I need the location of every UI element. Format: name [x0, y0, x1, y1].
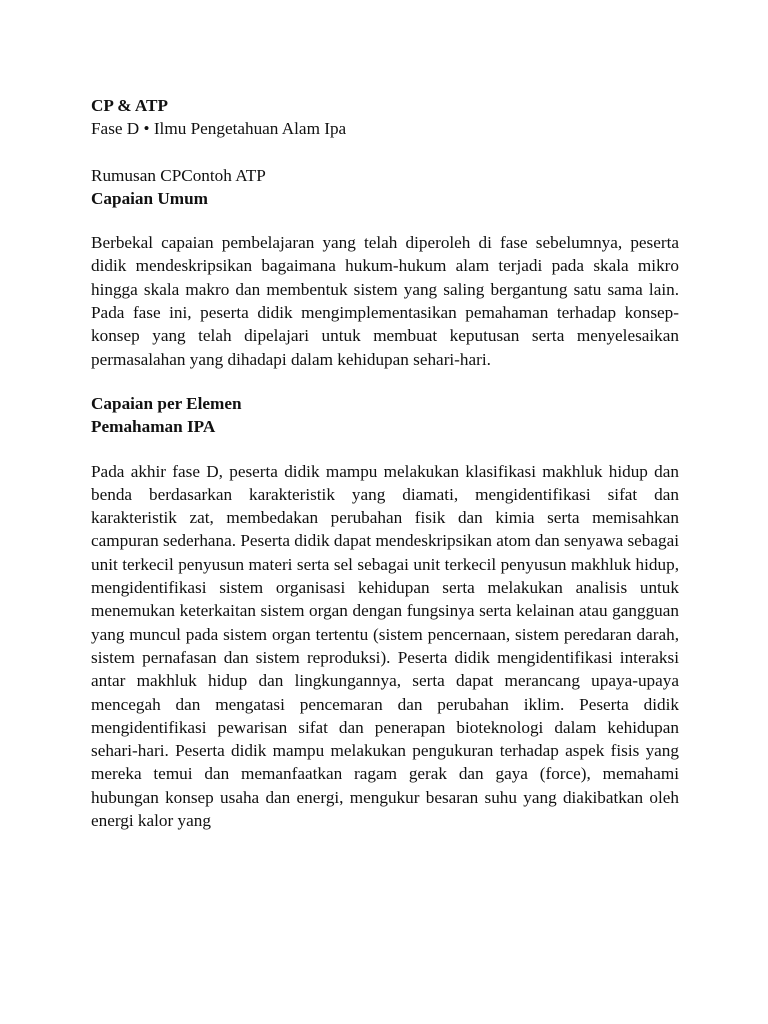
- document-subtitle: Fase D • Ilmu Pengetahuan Alam Ipa: [91, 119, 347, 139]
- document-title: CP & ATP: [91, 96, 169, 115]
- spacer: [91, 210, 679, 231]
- spacer: [91, 371, 679, 392]
- document-body: [91, 94, 679, 832]
- heading-pemahaman-ipa: Pemahaman IPA: [91, 417, 216, 437]
- paragraph-pemahaman-ipa: Pada akhir fase D, peserta didik mampu melakukan klasifikasi makhluk hidup dan benda berdasarkan karakteristik yang diamati, mengidentifikasi sifat dan karakteristik zat, membedakan perubahan fisik dan kimia serta memisahkan campuran sederhana. Peserta didik dapat mendeskripsikan atom dan senyawa sebagai unit terkecil penyusun materi serta sel sebagai unit terkecil penyusun makhluk hidup, mengidentifikasi sistem organisasi kehidupan serta melakukan analisis untuk menemukan keterkaitan sistem organ dengan fungsinya serta kelainan atau gangguan yang muncul pada sistem organ tertentu (sistem pencernaan, sistem peredaran darah, sistem pernafasan dan sistem reproduksi). Peserta didik mengidentifikasi interaksi antar makhluk hidup dan lingkungannya, serta dapat merancang upaya-upaya mencegah dan mengatasi pencemaran dan perubahan iklim. Peserta didik mengidentifikasi pewarisan sifat dan penerapan bioteknologi dalam kehidupan sehari-hari. Peserta didik mampu melakukan pengukuran terhadap aspek fisis yang mereka temui dan memanfaatkan ragam gerak dan gaya (force), memahami hubungan konsep usaha dan energi, mengukur besaran suhu yang diakibatkan oleh energi kalor yang: [91, 461, 679, 831]
- heading-capaian-per-elemen: Capaian per Elemen: [91, 393, 242, 413]
- paragraph-capaian-umum: Berbekal capaian pembelajaran yang telah diperoleh di fase sebelumnya, peserta didik mendeskripsikan bagaimana hukum-hukum alam terjadi pada skala mikro hingga skala makro dan membentuk sistem yang saling bergantung satu sama lain. Pada fase ini, peserta didik mengimplementasikan pemahaman terhadap konsep- konsep yang telah dipelajari untuk membuat keputusan serta menyelesaikan permasalahan yang dihadapi dalam kehidupan sehari-hari.: [91, 233, 679, 369]
- tabs-line: Rumusan CPContoh ATP: [91, 165, 266, 185]
- heading-capaian-umum: Capaian Umum: [91, 188, 208, 208]
- spacer: [91, 439, 679, 460]
- spacer: [91, 141, 679, 164]
